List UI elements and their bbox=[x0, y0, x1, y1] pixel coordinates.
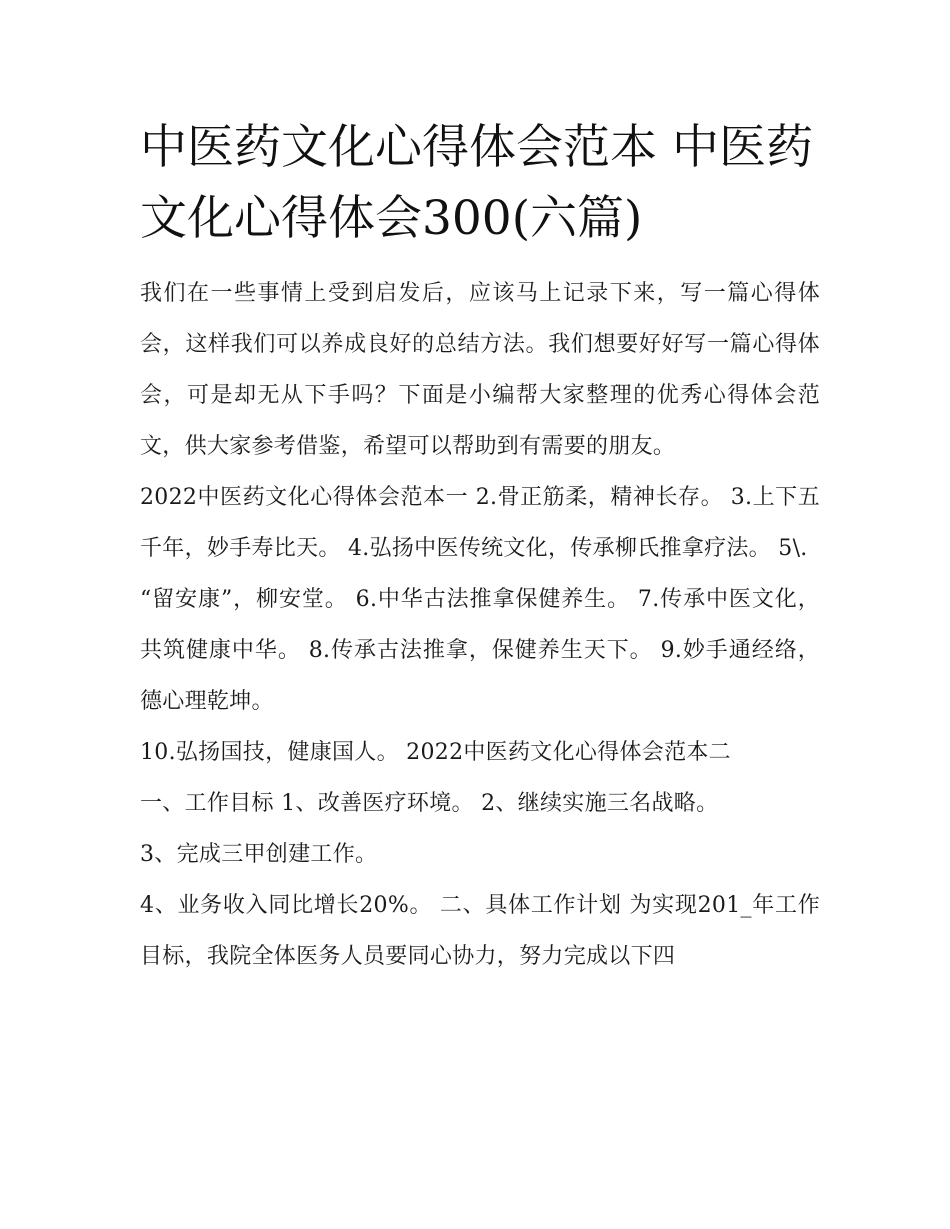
body-paragraph: “留安康”，柳安堂。 6.中华古法推拿保健养生。 7.传承中医文化，共筑健康中华。 8.传承古法推拿，保健养生天下。 9.妙手通经络，德心理乾坤。 bbox=[140, 587, 820, 714]
document-title: 中医药文化心得体会范本 中医药文化心得体会300(六篇) bbox=[140, 120, 813, 246]
body-paragraph: 4、业务收入同比增长20%。 二、具体工作计划 为实现201_年工作目标，我院全体医务人员要同心协力，努力完成以下四 bbox=[140, 893, 820, 969]
body-paragraph: 一、工作目标 1、改善医疗环境。 2、继续实施三名战略。 bbox=[140, 791, 719, 816]
body-paragraph: 10.弘扬国技，健康国人。 2022中医药文化心得体会范本二 bbox=[140, 740, 731, 765]
body-paragraph: 2022中医药文化心得体会范本一 2.骨正筋柔，精神长存。 3.上下五千年，妙手寿比天。 4.弘扬中医传统文化，传承柳氏推拿疗法。 5\. bbox=[140, 485, 820, 561]
intro-paragraph: 我们在一些事情上受到启发后，应该马上记录下来，写一篇心得体会，这样我们可以养成良好的总结方法。我们想要好好写一篇心得体会，可是却无从下手吗？下面是小编帮大家整理的优秀心得体会范文，供大家参考借鉴，希望可以帮助到有需要的朋友。 bbox=[140, 281, 820, 459]
body-paragraph: 3、完成三甲创建工作。 bbox=[140, 842, 378, 867]
document-body bbox=[140, 112, 820, 982]
